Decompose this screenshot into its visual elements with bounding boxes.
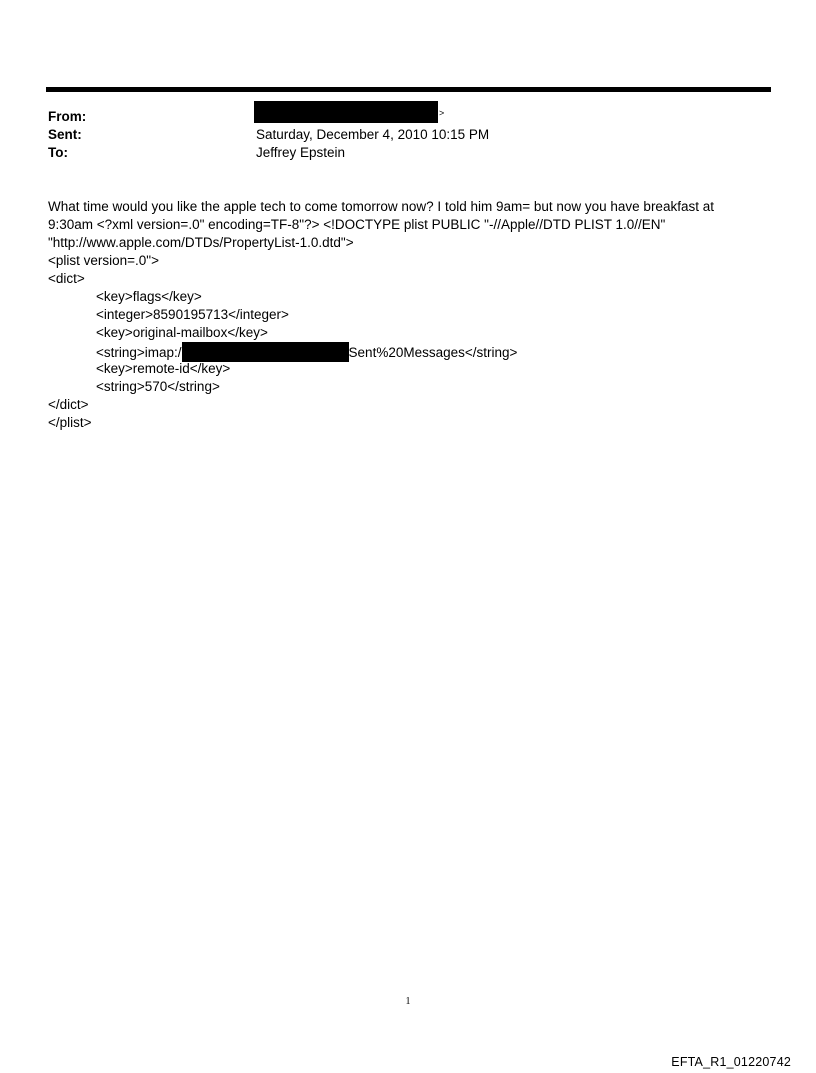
inline-redaction <box>182 342 349 362</box>
document-id: EFTA_R1_01220742 <box>671 1055 791 1069</box>
from-value-suffix: > <box>439 108 445 118</box>
email-header <box>48 108 748 162</box>
email-body <box>48 198 768 432</box>
page-number: 1 <box>405 996 411 1007</box>
header-divider <box>46 87 771 92</box>
sent-row <box>48 126 748 144</box>
from-row <box>48 108 748 126</box>
body-line: "http://www.apple.com/DTDs/PropertyList-1.0.dtd"> <box>48 235 354 250</box>
body-line: <integer>8590195713</integer> <box>96 307 289 322</box>
body-line: <key>flags</key> <box>96 289 202 304</box>
body-line: <plist version=.0"> <box>48 253 159 268</box>
to-row <box>48 144 748 162</box>
body-line: </plist> <box>48 415 92 430</box>
body-line: <string>570</string> <box>96 379 220 394</box>
sent-value: Saturday, December 4, 2010 10:15 PM <box>256 127 490 142</box>
body-line-part: Sent%20Messages</string> <box>348 345 518 360</box>
body-line-part: <string>imap:/ <box>96 345 182 360</box>
body-line: <dict> <box>48 271 85 286</box>
from-label: From: <box>48 109 87 124</box>
body-line-with-redaction <box>48 342 768 360</box>
body-line: What time would you like the apple tech to come tomorrow now? I told him 9am= but now you have breakfast at <box>48 199 714 214</box>
body-line: <key>remote-id</key> <box>96 361 231 376</box>
to-label: To: <box>48 145 68 160</box>
from-redaction <box>254 101 438 123</box>
body-line: 9:30am <?xml version=.0" encoding=TF-8"?> <!DOCTYPE plist PUBLIC "-//Apple//DTD PLIST 1.0//EN" <box>48 217 666 232</box>
body-line: <key>original-mailbox</key> <box>96 325 268 340</box>
body-line: </dict> <box>48 397 89 412</box>
to-value: Jeffrey Epstein <box>256 145 346 160</box>
sent-label: Sent: <box>48 127 82 142</box>
